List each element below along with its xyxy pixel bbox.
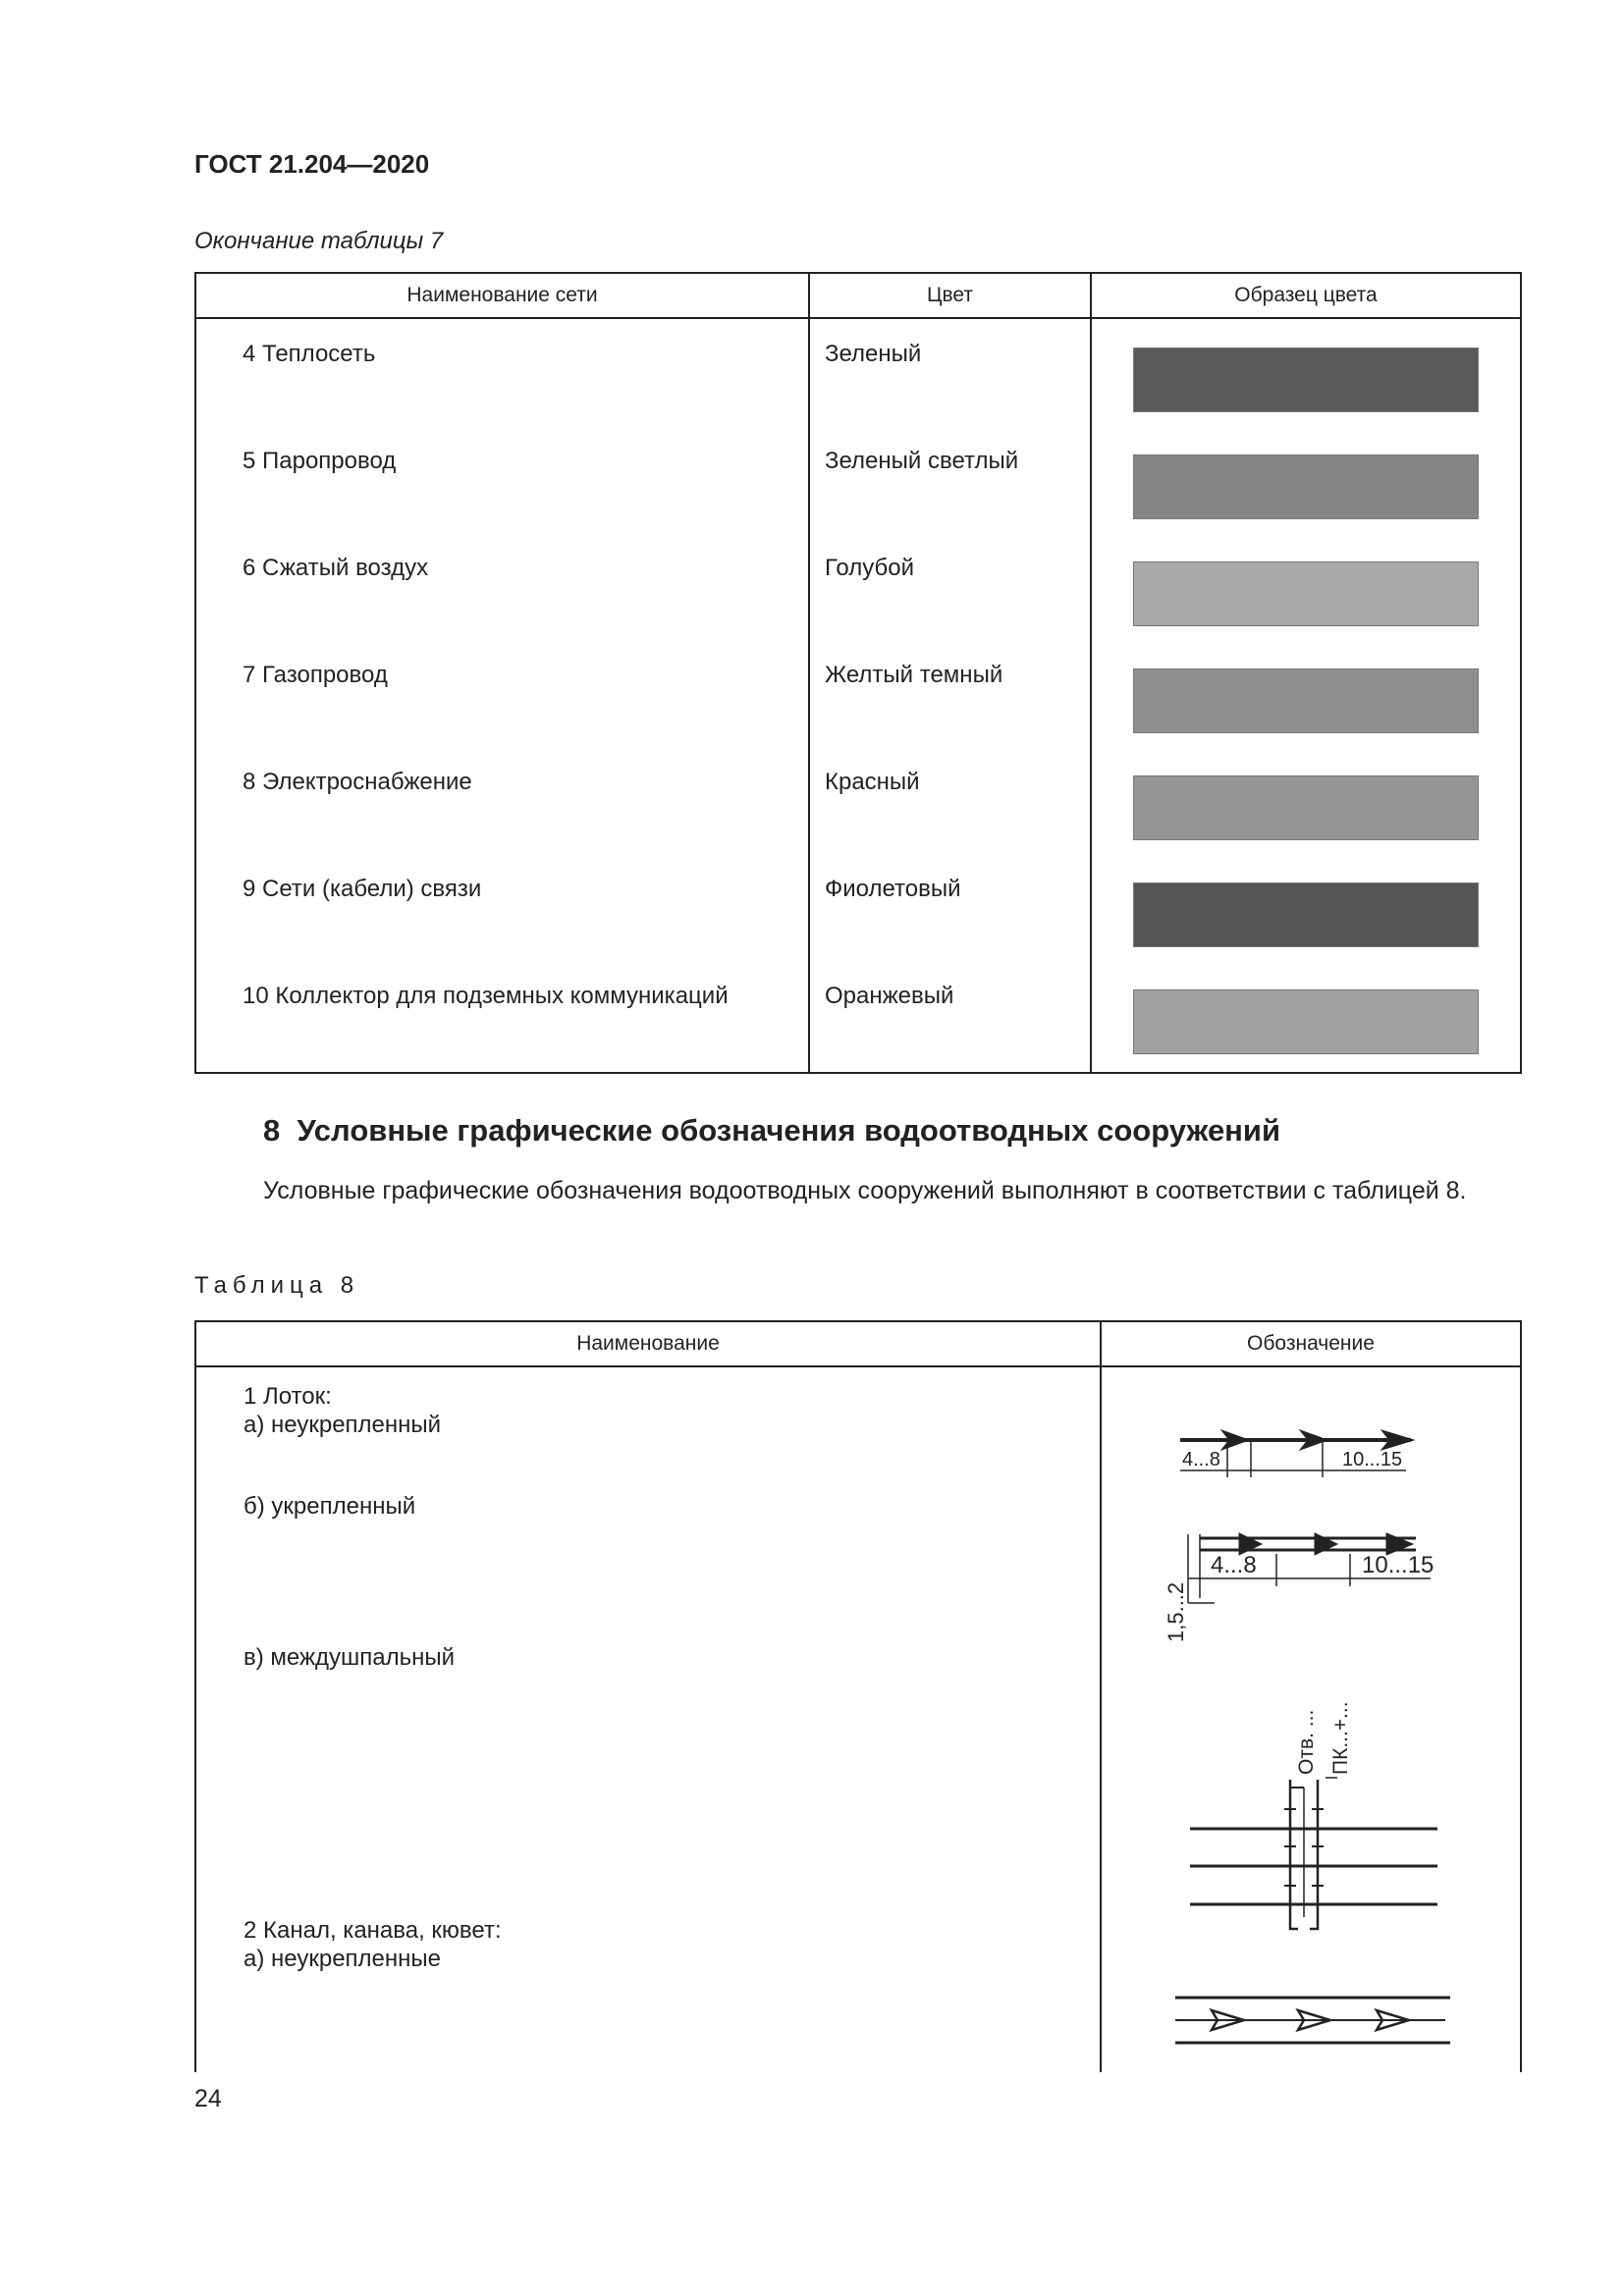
color-swatch xyxy=(1133,347,1479,412)
network-name: 6 Сжатый воздух xyxy=(195,537,809,644)
dimension-label: 10...15 xyxy=(1362,1552,1435,1578)
table7-col-color: Цвет xyxy=(809,273,1091,318)
table-row xyxy=(195,644,1521,751)
table7-caption: Окончание таблицы 7 xyxy=(194,228,444,254)
color-sample-cell xyxy=(1091,751,1521,858)
network-color: Оранжевый xyxy=(809,965,1091,1073)
table-row xyxy=(195,1366,1521,2072)
network-name: 10 Коллектор для подземных коммуникаций xyxy=(195,965,809,1073)
network-name: 9 Сети (кабели) связи xyxy=(195,858,809,965)
network-name: 8 Электроснабжение xyxy=(195,751,809,858)
network-color: Желтый темный xyxy=(809,644,1091,751)
dimension-label: 1,5...2 xyxy=(1164,1581,1188,1642)
table7 xyxy=(194,272,1522,1074)
color-sample-cell xyxy=(1091,858,1521,965)
section-heading: 8 Условные графические обозначения водоотводных сооружений xyxy=(263,1113,1281,1148)
reinforced-tray-symbol xyxy=(1156,1520,1440,1657)
list-item: б) укрепленный xyxy=(244,1493,416,1520)
table8 xyxy=(194,1320,1522,2072)
table-row xyxy=(195,751,1521,858)
between-sleeper-tray-symbol xyxy=(1180,1672,1445,1937)
table7-col-sample: Образец цвета xyxy=(1091,273,1521,318)
network-color: Голубой xyxy=(809,537,1091,644)
table8-header-row xyxy=(195,1321,1521,1366)
network-color: Фиолетовый xyxy=(809,858,1091,965)
dimension-label: 10...15 xyxy=(1342,1449,1403,1470)
network-color: Зеленый xyxy=(809,318,1091,430)
table-row xyxy=(195,965,1521,1073)
section-paragraph: Условные графические обозначения водоотводных сооружений выполняют в соответствии с таблицей 8. xyxy=(263,1177,1467,1204)
document-code: ГОСТ 21.204—2020 xyxy=(194,149,430,179)
table-row xyxy=(195,430,1521,537)
table8-symbols-cell xyxy=(1101,1366,1521,2072)
table7-col-name: Наименование сети xyxy=(195,273,809,318)
color-swatch xyxy=(1133,561,1479,626)
color-sample-cell xyxy=(1091,318,1521,430)
table7-header-row xyxy=(195,273,1521,318)
network-color: Зеленый светлый xyxy=(809,430,1091,537)
color-swatch xyxy=(1133,989,1479,1054)
network-name: 7 Газопровод xyxy=(195,644,809,751)
table-row xyxy=(195,537,1521,644)
unreinforced-channel-symbol xyxy=(1170,1986,1465,2055)
color-sample-cell xyxy=(1091,644,1521,751)
table-row xyxy=(195,318,1521,430)
color-swatch xyxy=(1133,775,1479,840)
dimension-label: Отв. ... xyxy=(1295,1709,1318,1775)
table8-names-cell xyxy=(195,1366,1101,2072)
network-name: 4 Теплосеть xyxy=(195,318,809,430)
color-swatch xyxy=(1133,454,1479,519)
color-swatch xyxy=(1133,668,1479,733)
color-sample-cell xyxy=(1091,965,1521,1073)
network-name: 5 Паропровод xyxy=(195,430,809,537)
table8-col-symbol: Обозначение xyxy=(1101,1321,1521,1366)
table-row xyxy=(195,858,1521,965)
page-number: 24 xyxy=(194,2085,222,2112)
unreinforced-tray-symbol xyxy=(1170,1416,1435,1485)
network-color: Красный xyxy=(809,751,1091,858)
dimension-label: ПК...+... xyxy=(1329,1701,1352,1775)
color-sample-cell xyxy=(1091,537,1521,644)
color-sample-cell xyxy=(1091,430,1521,537)
table8-label: Таблица 8 xyxy=(194,1272,360,1299)
list-item: в) междушпальный xyxy=(244,1644,456,1671)
dimension-label: 4...8 xyxy=(1182,1449,1220,1470)
list-item: 1 Лоток: а) неукрепленный xyxy=(244,1383,442,1438)
color-swatch xyxy=(1133,882,1479,947)
table8-col-name: Наименование xyxy=(195,1321,1101,1366)
list-item: 2 Канал, канава, кювет: а) неукрепленные xyxy=(244,1917,502,1972)
dimension-label: 4...8 xyxy=(1211,1552,1257,1578)
